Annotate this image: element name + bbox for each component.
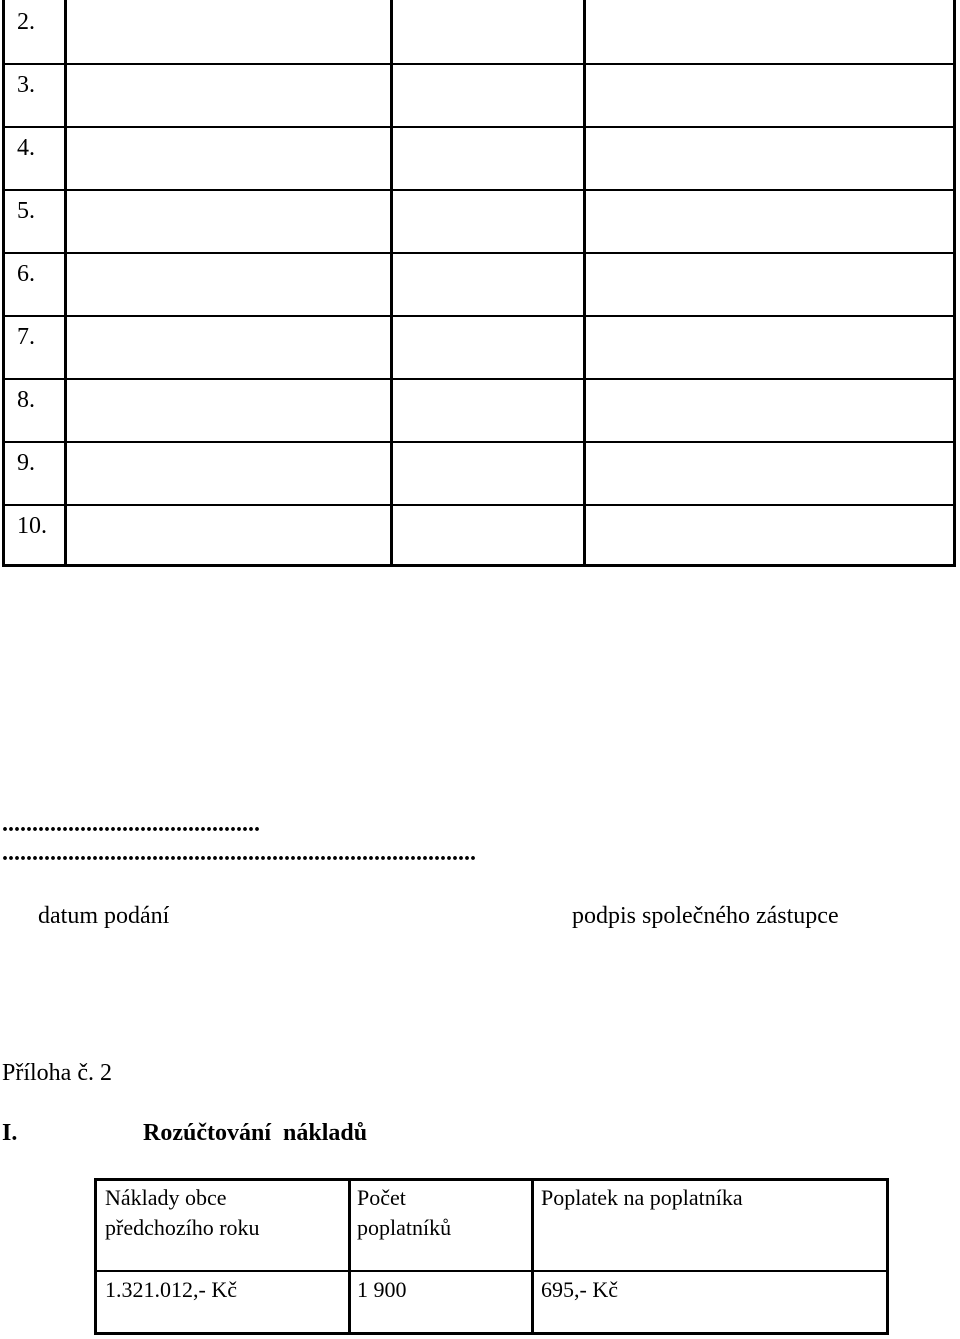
value-cell: 1.321.012,- Kč [105,1277,237,1302]
section-number: I. [2,1120,18,1146]
date-label: datum podání [38,903,170,929]
signature-dotted-line: ............................................................................... [2,840,476,866]
row-number: 10. [17,513,47,539]
header-cell: předchozího roku [105,1215,260,1240]
header-cell: Počet [357,1185,406,1210]
member-table [2,0,956,567]
row-divider [5,378,953,380]
cost-allocation-table [94,1178,889,1335]
row-number: 7. [17,324,35,350]
row-divider [5,126,953,128]
date-dotted-line: ........................................... [2,811,260,837]
column-divider [390,0,393,564]
row-number: 9. [17,450,35,476]
column-divider [583,0,586,564]
header-cell: Poplatek na poplatníka [541,1185,743,1210]
annex-label: Příloha č. 2 [2,1060,112,1086]
signature-label: podpis společného zástupce [572,903,839,929]
column-divider [348,1181,351,1332]
header-cell: poplatníků [357,1215,452,1240]
value-cell: 695,- Kč [541,1277,618,1302]
row-divider [97,1270,886,1272]
value-cell: 1 900 [357,1277,407,1302]
row-number: 8. [17,387,35,413]
row-number: 5. [17,198,35,224]
row-divider [5,315,953,317]
row-number: 2. [17,9,35,35]
column-divider [64,0,67,564]
header-cell: Náklady obce [105,1185,227,1210]
row-divider [5,189,953,191]
row-number: 3. [17,72,35,98]
column-divider [531,1181,534,1332]
row-divider [5,504,953,506]
row-divider [5,63,953,65]
row-divider [5,441,953,443]
row-number: 4. [17,135,35,161]
row-number: 6. [17,261,35,287]
row-divider [5,252,953,254]
section-title: Rozúčtování nákladů [143,1120,368,1146]
